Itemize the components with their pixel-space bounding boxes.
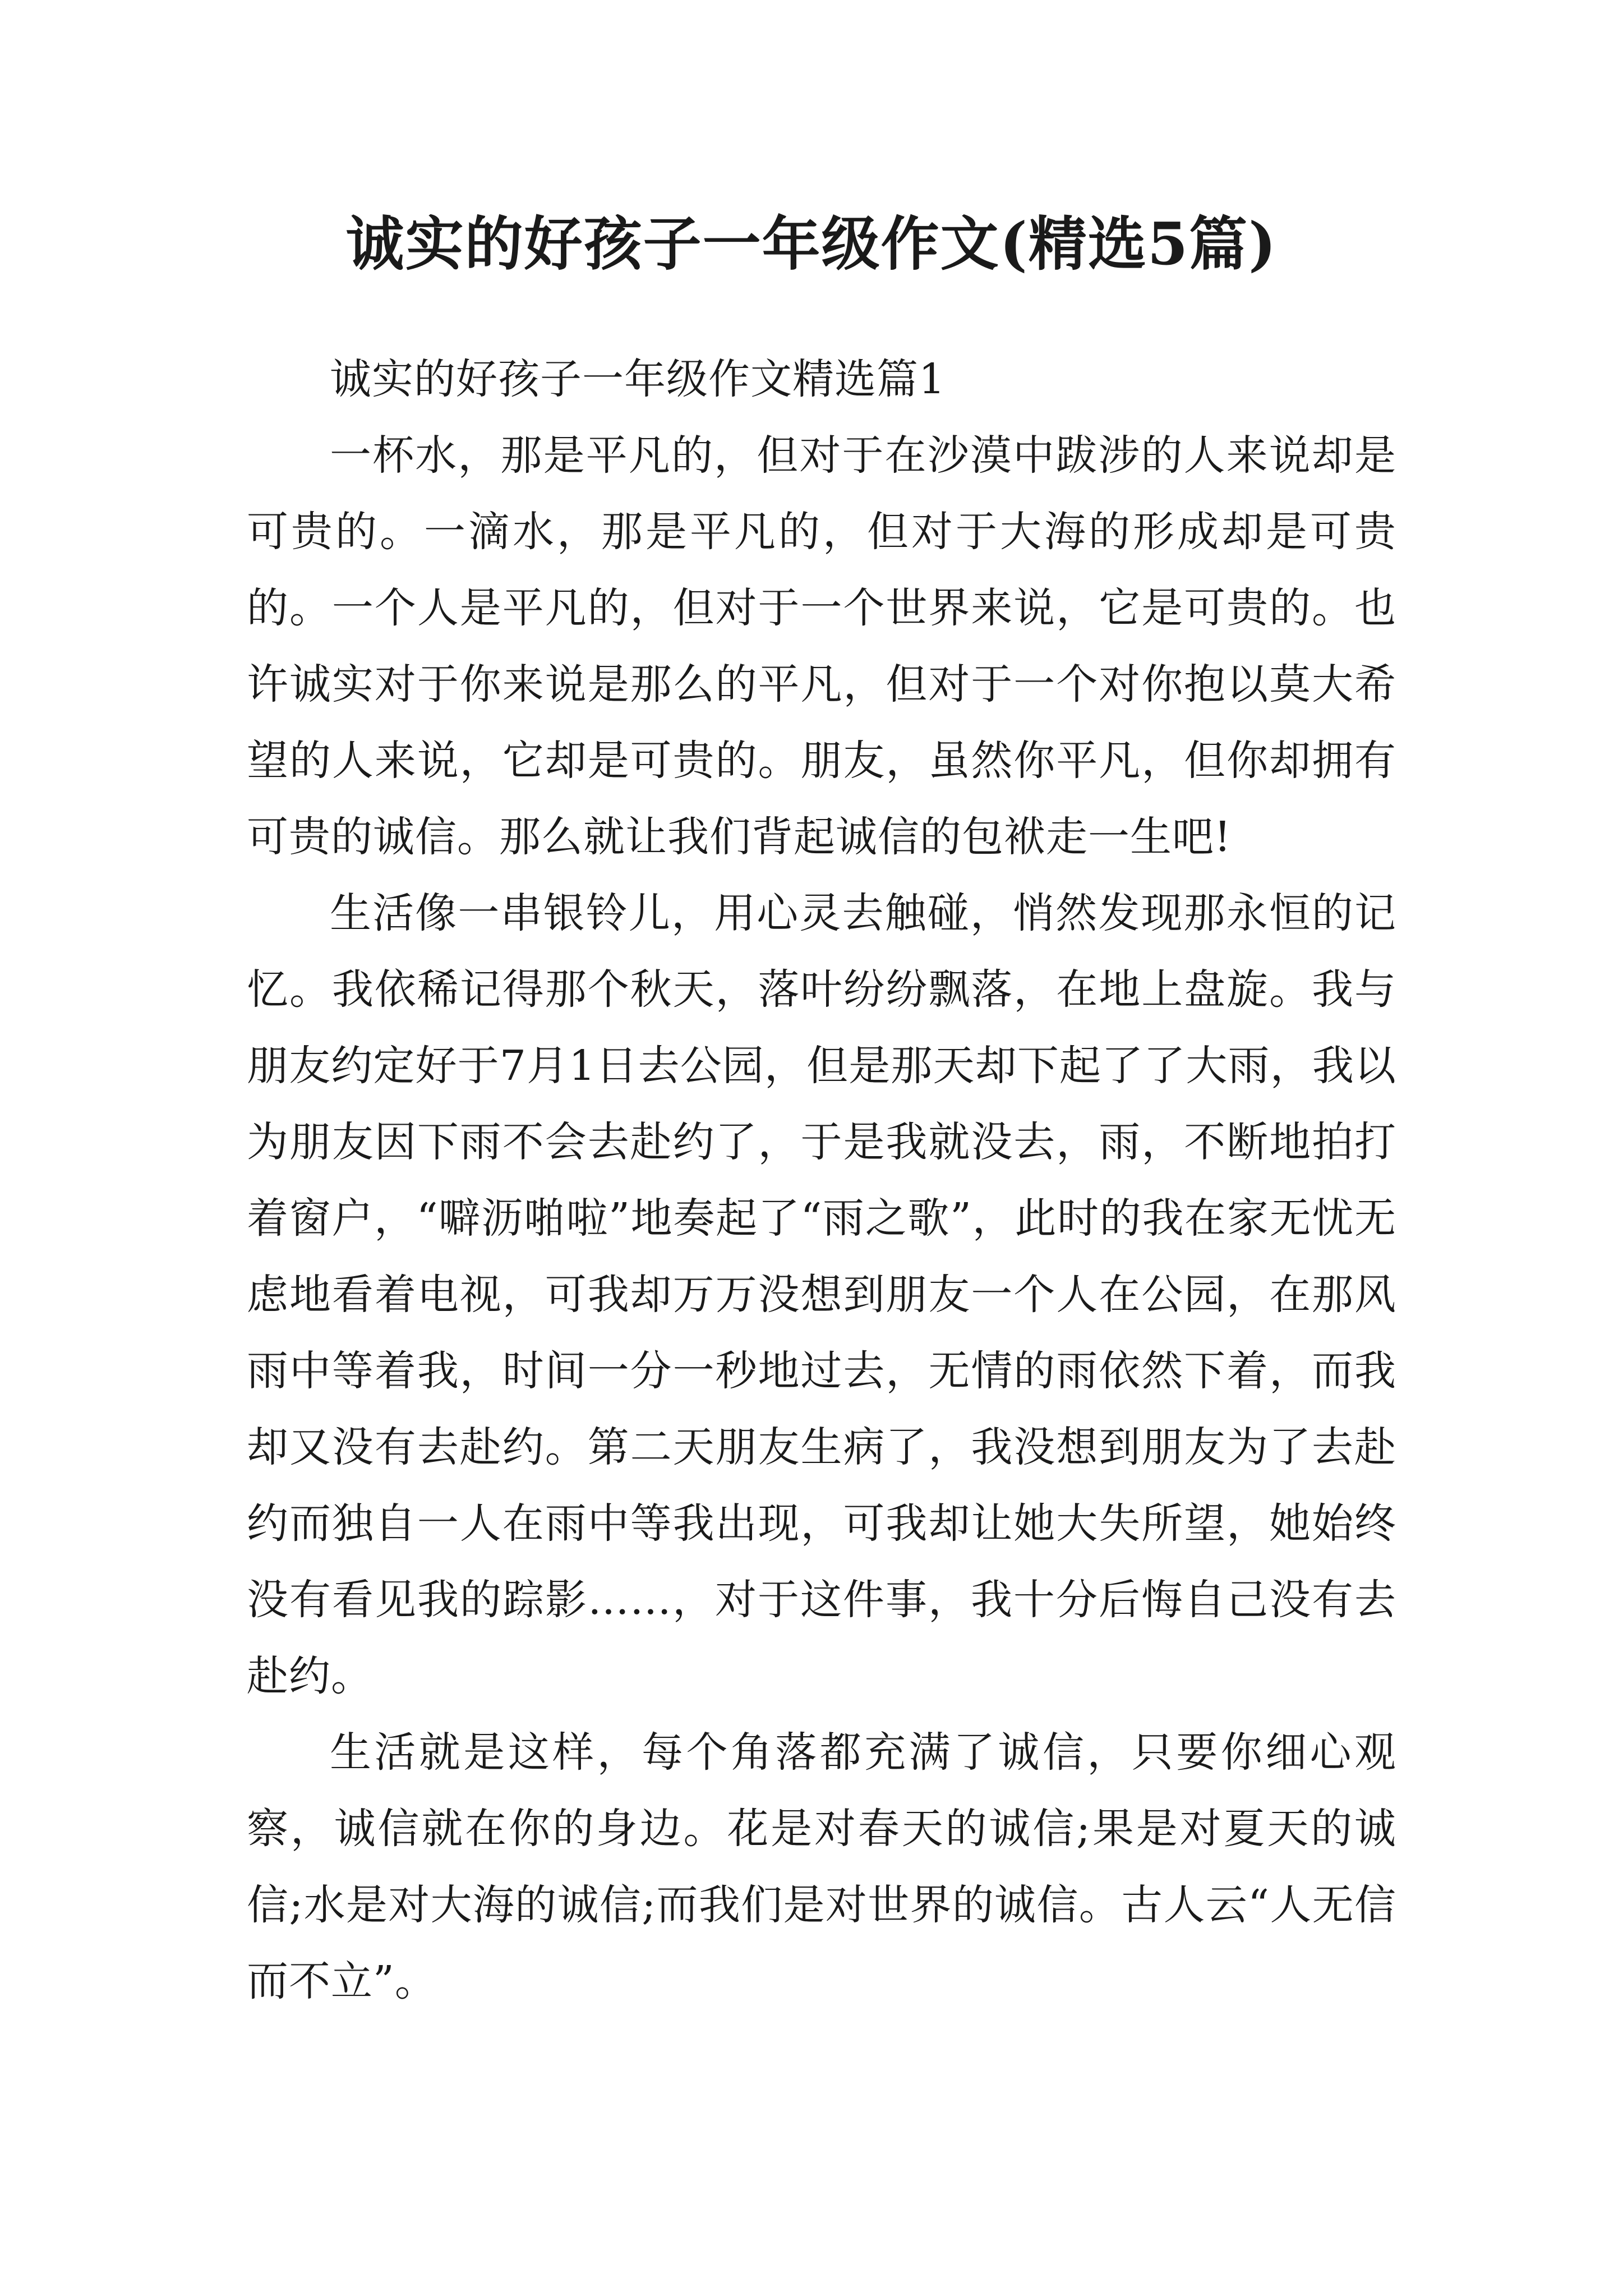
section-heading: 诚实的好孩子一年级作文精选篇1 (330, 355, 946, 403)
document-title: 诚实的好孩子一年级作文(精选5篇) (345, 209, 1278, 278)
paragraph: 生活像一串银铃儿，用心灵去触碰，悄然发现那永恒的记忆。我依稀记得那个秋天，落叶纷纷飘落，在地上盘旋。我与朋友约定好于7月1日去公园，但是那天却下起了了大雨，我以为朋友因下雨不会去赴约了，于是我就没去，雨，不断地拍打着窗户，“噼沥啪啦”地奏起了“雨之歌”，此时的我在家无忧无虑地看着电视，可我却万万没想到朋友一个人在公园，在那风雨中等着我，时间一分一秒地过去，无情的雨依然下着，而我却又没有去赴约。第二天朋友生病了，我没想到朋友为了去赴约而独自一人在雨中等我出现，可我却让她大失所望，她始终没有看见我的踪影……，对于这件事，我十分后悔自己没有去赴约。 (247, 889, 1396, 1700)
paragraph: 生活就是这样，每个角落都充满了诚信，只要你细心观察，诚信就在你的身边。花是对春天的诚信;果是对夏天的诚信;水是对大海的诚信;而我们是对世界的诚信。古人云“人无信而不立”。 (247, 1728, 1396, 2005)
document-body (247, 341, 1396, 2019)
paragraph: 一杯水，那是平凡的，但对于在沙漠中跋涉的人来说却是可贵的。一滴水，那是平凡的，但对于大海的形成却是可贵的。一个人是平凡的，但对于一个世界来说，它是可贵的。也许诚实对于你来说是那么的平凡，但对于一个对你抱以莫大希望的人来说，它却是可贵的。朋友，虽然你平凡，但你却拥有可贵的诚信。那么就让我们背起诚信的包袱走一生吧! (247, 431, 1396, 861)
